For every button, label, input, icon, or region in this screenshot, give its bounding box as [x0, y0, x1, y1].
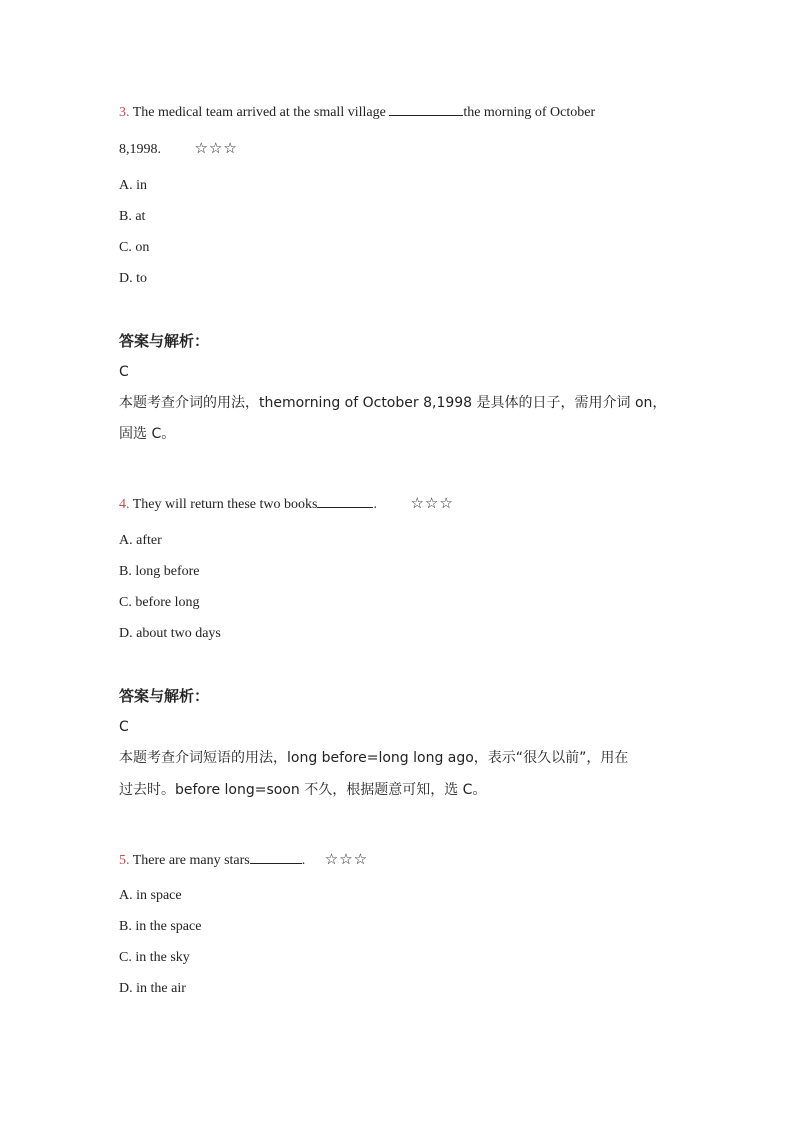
question-3-stem — [119, 102, 595, 122]
question-5-option-a: A. in space — [119, 888, 182, 903]
question-5-text-before: There are many stars — [132, 853, 250, 868]
question-4-option-a: A. after — [119, 533, 162, 548]
question-5-stem — [119, 850, 368, 870]
question-3-number: 3. — [119, 105, 130, 120]
question-5-blank — [250, 850, 302, 864]
question-5-option-d: D. in the air — [119, 981, 186, 996]
question-4-explanation-line1: 本题考查介词短语的用法，long before=long long ago，表示“很久以前”，用在 — [119, 750, 629, 766]
question-4-blank — [317, 494, 373, 508]
question-3-stem-line2 — [119, 139, 238, 159]
question-3-answer-heading: 答案与解析： — [119, 332, 210, 350]
question-3-explanation-line2: 固选 C。 — [119, 426, 176, 442]
question-3-blank — [389, 102, 463, 116]
question-4-answer: C — [119, 719, 129, 735]
question-4-difficulty-stars: ☆☆☆ — [410, 494, 454, 512]
question-3-option-d: D. to — [119, 271, 147, 286]
question-4-number: 4. — [119, 497, 130, 512]
question-3-answer: C — [119, 364, 129, 380]
question-3-text-after: the morning of October — [463, 105, 596, 120]
question-3-option-c: C. on — [119, 240, 150, 255]
question-4-option-c: C. before long — [119, 595, 200, 610]
question-4-answer-heading: 答案与解析： — [119, 687, 210, 705]
question-5-difficulty-stars: ☆☆☆ — [324, 850, 369, 868]
question-4-option-b: B. long before — [119, 564, 200, 579]
question-4-explanation-line2: 过去时。before long=soon 不久，根据题意可知，选 C。 — [119, 782, 487, 798]
question-5-number: 5. — [119, 853, 130, 868]
question-4-text-before: They will return these two books — [132, 497, 318, 512]
question-4-option-d: D. about two days — [119, 626, 221, 641]
question-5-text-after: . — [301, 853, 306, 868]
question-3-option-b: B. at — [119, 209, 146, 224]
question-3-option-a: A. in — [119, 178, 147, 193]
question-5-option-c: C. in the sky — [119, 950, 190, 965]
question-4-text-after: . — [373, 497, 377, 512]
question-3-difficulty-stars: ☆☆☆ — [194, 139, 238, 157]
question-4-stem — [119, 494, 454, 514]
question-3-text-before: The medical team arrived at the small village — [132, 105, 390, 120]
question-3-explanation-line1: 本题考查介词的用法，themorning of October 8,1998 是具体的日子，需用介词 on， — [119, 395, 667, 411]
question-5-option-b: B. in the space — [119, 919, 202, 934]
question-3-text-line2: 8,1998. — [119, 142, 161, 157]
